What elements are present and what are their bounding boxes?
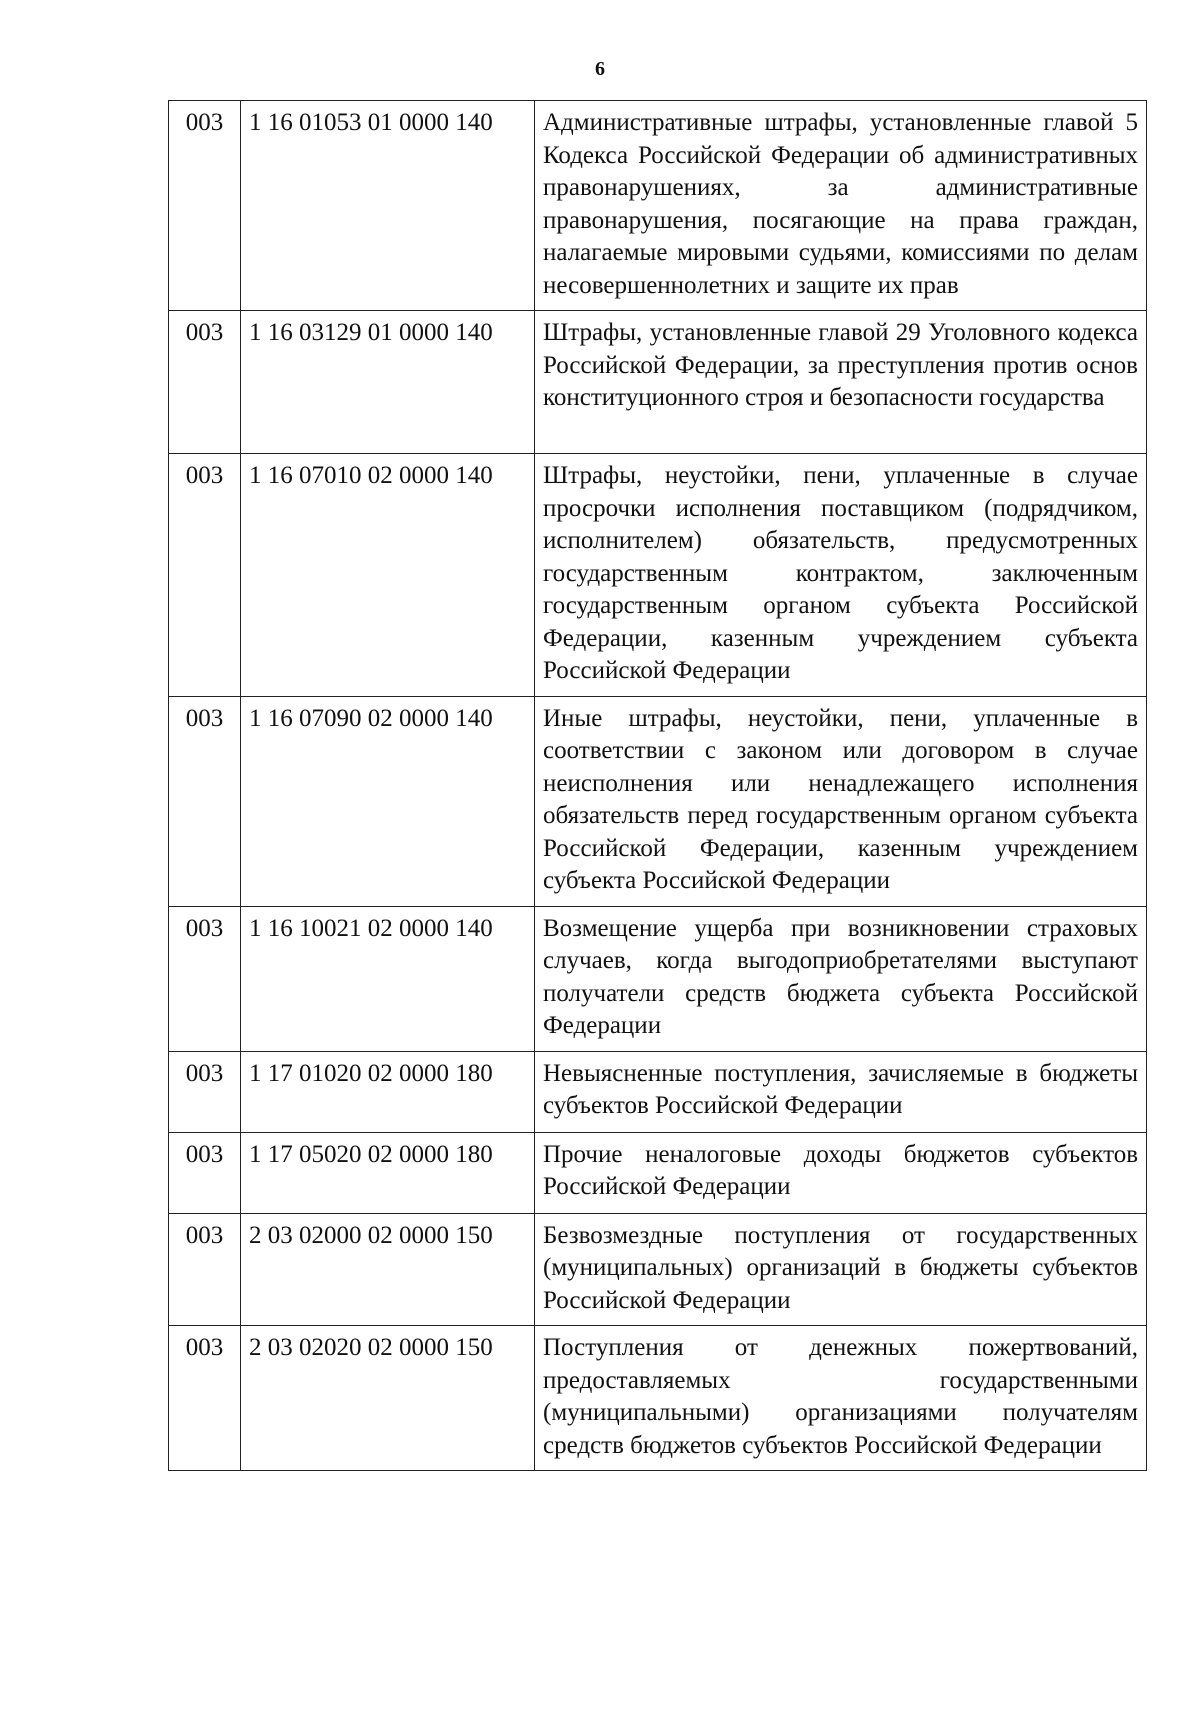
budget-classification-code-cell: 2 03 02020 02 0000 150	[241, 1326, 535, 1471]
admin-code-cell: 003	[169, 1213, 241, 1326]
budget-classification-code-cell: 1 17 05020 02 0000 180	[241, 1132, 535, 1213]
revenue-description-cell: Штрафы, установленные главой 29 Уголовного кодекса Российской Федерации, за преступления против основ конституционного строя и безопасности государства	[535, 311, 1147, 454]
admin-code-cell: 003	[169, 311, 241, 454]
admin-code-cell: 003	[169, 906, 241, 1051]
budget-classification-code-cell: 2 03 02000 02 0000 150	[241, 1213, 535, 1326]
revenue-description-cell: Невыясненные поступления, зачисляемые в бюджеты субъектов Российской Федерации	[535, 1051, 1147, 1132]
admin-code-cell: 003	[169, 1132, 241, 1213]
table-row	[169, 1326, 1147, 1471]
table-row	[169, 906, 1147, 1051]
revenue-description-cell: Безвозмездные поступления от государственных (муниципальных) организаций в бюджеты субъектов Российской Федерации	[535, 1213, 1147, 1326]
table-row	[169, 1051, 1147, 1132]
budget-classification-code-cell: 1 17 01020 02 0000 180	[241, 1051, 535, 1132]
budget-classification-code-cell: 1 16 07010 02 0000 140	[241, 454, 535, 697]
admin-code-cell: 003	[169, 1326, 241, 1471]
table-row	[169, 1132, 1147, 1213]
budget-classification-code-cell: 1 16 03129 01 0000 140	[241, 311, 535, 454]
revenue-description-cell: Иные штрафы, неустойки, пени, уплаченные в соответствии с законом или договором в случае неисполнения или ненадлежащего исполнения обязательств перед государственным органом субъекта Российской Федерации, казенным учреждением субъекта Российской Федерации	[535, 696, 1147, 906]
table-row	[169, 696, 1147, 906]
budget-classification-code-cell: 1 16 07090 02 0000 140	[241, 696, 535, 906]
budget-classification-code-cell: 1 16 10021 02 0000 140	[241, 906, 535, 1051]
table-row	[169, 454, 1147, 697]
budget-classification-code-cell: 1 16 01053 01 0000 140	[241, 101, 535, 311]
budget-codes-table	[168, 100, 1147, 1471]
admin-code-cell: 003	[169, 454, 241, 697]
table-row	[169, 311, 1147, 454]
revenue-description-cell: Административные штрафы, установленные главой 5 Кодекса Российской Федерации об административных правонарушениях, за административные правонарушения, посягающие на права граждан, налагаемые мировыми судьями, комиссиями по делам несовершеннолетних и защите их прав	[535, 101, 1147, 311]
revenue-description-cell: Поступления от денежных пожертвований, предоставляемых государственными (муниципальными) организациями получателям средств бюджетов субъектов Российской Федерации	[535, 1326, 1147, 1471]
revenue-description-cell: Прочие неналоговые доходы бюджетов субъектов Российской Федерации	[535, 1132, 1147, 1213]
admin-code-cell: 003	[169, 696, 241, 906]
table-row	[169, 101, 1147, 311]
admin-code-cell: 003	[169, 101, 241, 311]
table-row	[169, 1213, 1147, 1326]
revenue-description-cell: Штрафы, неустойки, пени, уплаченные в случае просрочки исполнения поставщиком (подрядчиком, исполнителем) обязательств, предусмотренных государственным контрактом, заключенным государственным органом субъекта Российской Федерации, казенным учреждением субъекта Российской Федерации	[535, 454, 1147, 697]
page-number: 6	[595, 58, 605, 80]
admin-code-cell: 003	[169, 1051, 241, 1132]
revenue-description-cell: Возмещение ущерба при возникновении страховых случаев, когда выгодоприобретателями выступают получатели средств бюджета субъекта Российской Федерации	[535, 906, 1147, 1051]
